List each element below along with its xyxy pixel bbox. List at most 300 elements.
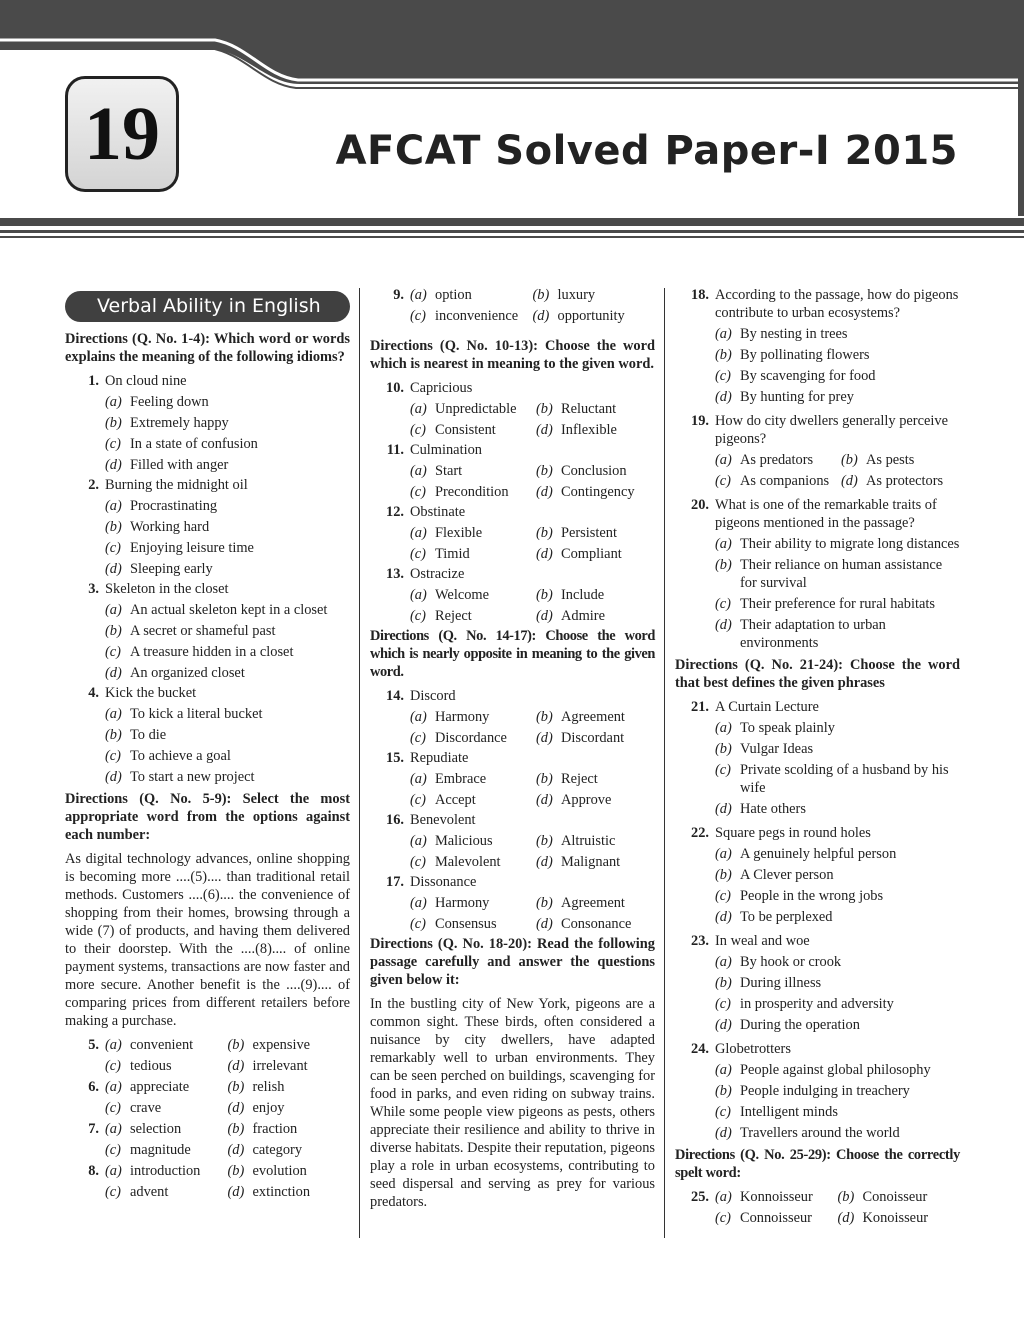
question-9 — [370, 286, 655, 325]
option-text: Filled with anger — [130, 457, 229, 473]
option-letter: (c) — [105, 436, 121, 452]
directions: Directions (Q. No. 10-13): Choose the word which is nearest in meaning to the given word. — [370, 338, 655, 372]
directions: Directions (Q. No. 5-9): Select the most appropriate word from the options against each number: — [65, 791, 350, 843]
option-letter: (a) — [105, 1037, 122, 1053]
option-letter: (d) — [841, 473, 858, 489]
option-letter: (a) — [410, 287, 427, 303]
option-text: category — [252, 1142, 303, 1158]
option-letter: (d) — [227, 1058, 245, 1074]
option-letter: (c) — [410, 792, 426, 808]
option-text: Vulgar Ideas — [740, 741, 814, 757]
option-letter: (b) — [715, 975, 732, 991]
option-letter: (c) — [715, 1104, 731, 1120]
option-text: Timid — [435, 546, 470, 562]
option-letter: (a) — [105, 1079, 122, 1095]
question-number: 7. — [88, 1121, 99, 1137]
question-number: 14. — [386, 688, 404, 704]
question-20 — [675, 496, 960, 652]
chapter-number-badge: 19 — [65, 76, 179, 192]
passage: As digital technology advances, online shopping is becoming more ....(5).... than traditional retail methods. Customers ....(6).... the convenience of shopping from their homes, browsing through a wide (7) of products, and having them delivered to their doorstep. With the ....(8).... of online payment systems, transactions are now faster and more secure. Another benefit is the ....(9).... of comparing prices from different retailers before making a purchase. — [65, 851, 350, 1029]
question-19 — [675, 412, 960, 490]
option-letter: (b) — [536, 587, 553, 603]
option-letter: (d) — [715, 617, 732, 633]
option-text: To kick a literal bucket — [130, 706, 263, 722]
question-number: 24. — [691, 1041, 709, 1057]
option-text: Consistent — [435, 422, 496, 438]
option-letter: (c) — [410, 484, 426, 500]
option-letter: (a) — [105, 602, 122, 618]
question-number: 6. — [88, 1079, 99, 1095]
option-text: Approve — [561, 792, 612, 808]
option-text: A secret or shameful past — [130, 623, 276, 639]
option-text: By hunting for prey — [740, 389, 854, 405]
option-letter: (a) — [410, 525, 427, 541]
option-letter: (b) — [715, 347, 732, 363]
option-text: Admire — [561, 608, 605, 624]
option-text: Procrastinating — [130, 498, 218, 514]
section-heading: Verbal Ability in English — [65, 291, 350, 322]
option-text: As predators — [740, 452, 814, 468]
option-letter: (b) — [715, 557, 732, 573]
option-letter: (a) — [105, 706, 122, 722]
column-divider — [359, 288, 360, 1238]
option-text: expensive — [252, 1037, 311, 1053]
option-text: To be perplexed — [740, 909, 833, 925]
question-text: Repudiate — [410, 750, 469, 766]
option-text: Precondition — [435, 484, 509, 500]
option-letter: (a) — [715, 1062, 732, 1078]
option-text: Agreement — [561, 895, 625, 911]
option-letter: (d) — [536, 422, 553, 438]
option-letter: (a) — [715, 720, 732, 736]
question-number: 10. — [386, 380, 404, 396]
question-number: 25. — [691, 1189, 709, 1205]
option-letter: (c) — [715, 888, 731, 904]
question-number: 16. — [386, 812, 404, 828]
option-text: An organized closet — [130, 665, 245, 681]
option-letter: (b) — [715, 741, 732, 757]
question-18 — [675, 286, 960, 406]
option-text: convenient — [130, 1037, 194, 1053]
question-number: 5. — [88, 1037, 99, 1053]
option-letter: (d) — [105, 457, 122, 473]
option-c — [99, 539, 350, 557]
question-number: 17. — [386, 874, 404, 890]
option-text: irrelevant — [252, 1058, 308, 1074]
question-1 — [65, 372, 350, 474]
option-letter: (d) — [536, 484, 553, 500]
option-letter: (c) — [715, 368, 731, 384]
option-text: luxury — [557, 287, 596, 303]
option-letter: (c) — [410, 422, 426, 438]
directions: Directions (Q. No. 18-20): Read the following passage carefully and answer the questions given below it: — [370, 936, 655, 988]
question-text: Ostracize — [410, 566, 465, 582]
option-text: Konoisseur — [862, 1210, 929, 1226]
option-letter: (d) — [536, 730, 553, 746]
question-10 — [370, 379, 655, 439]
question-text: Benevolent — [410, 812, 476, 828]
option-letter: (c) — [410, 730, 426, 746]
option-text: Accept — [435, 792, 476, 808]
option-letter: (c) — [410, 916, 426, 932]
option-text: extinction — [252, 1184, 311, 1200]
question-text: How do city dwellers generally perceive pigeons? — [715, 413, 948, 447]
question-text: Skeleton in the closet — [105, 581, 229, 597]
question-text: Kick the bucket — [105, 685, 197, 701]
option-text: To speak plainly — [740, 720, 835, 736]
question-21 — [675, 698, 960, 818]
question-text: Obstinate — [410, 504, 466, 520]
option-letter: (a) — [410, 895, 427, 911]
option-text: Conclusion — [561, 463, 627, 479]
option-letter: (d) — [105, 665, 122, 681]
question-23 — [675, 932, 960, 1034]
option-text: relish — [252, 1079, 285, 1095]
option-text: During the operation — [740, 1017, 860, 1033]
question-number: 21. — [691, 699, 709, 715]
option-letter: (b) — [105, 623, 122, 639]
option-letter: (c) — [715, 1210, 731, 1226]
option-text: advent — [130, 1184, 169, 1200]
option-text: By hook or crook — [740, 954, 842, 970]
option-text: A treasure hidden in a closet — [130, 644, 294, 660]
option-text: Reject — [435, 608, 472, 624]
option-text: Contingency — [561, 484, 635, 500]
option-letter: (c) — [105, 540, 121, 556]
question-text: Burning the midnight oil — [105, 477, 248, 493]
option-letter: (a) — [105, 394, 122, 410]
question-12 — [370, 503, 655, 563]
option-text: In a state of confusion — [130, 436, 258, 452]
question-25 — [675, 1188, 960, 1227]
option-text: By pollinating flowers — [740, 347, 870, 363]
option-text: By nesting in trees — [740, 326, 848, 342]
option-text: Compliant — [561, 546, 622, 562]
option-letter: (b) — [536, 709, 553, 725]
option-letter: (d) — [536, 854, 553, 870]
option-text: To achieve a goal — [130, 748, 231, 764]
option-letter: (a) — [715, 452, 732, 468]
option-letter: (b) — [532, 287, 550, 303]
option-letter: (c) — [410, 546, 426, 562]
option-letter: (b) — [227, 1037, 245, 1053]
option-text: Altruistic — [561, 833, 616, 849]
question-text: On cloud nine — [105, 373, 187, 389]
option-text: Konnoisseur — [740, 1189, 813, 1205]
question-number: 18. — [691, 287, 709, 303]
option-letter: (a) — [105, 1121, 122, 1137]
option-text: Malevolent — [435, 854, 501, 870]
option-text: Embrace — [435, 771, 487, 787]
question-number: 12. — [386, 504, 404, 520]
option-letter: (d) — [105, 561, 122, 577]
question-number: 3. — [88, 581, 99, 597]
option-letter: (a) — [410, 587, 427, 603]
column-divider — [664, 288, 665, 1238]
option-letter: (c) — [105, 1100, 121, 1116]
option-letter: (b) — [227, 1079, 245, 1095]
option-text: Harmony — [435, 895, 490, 911]
option-text: Discordant — [561, 730, 625, 746]
option-letter: (c) — [715, 996, 731, 1012]
option-letter: (d) — [715, 801, 732, 817]
question-number: 22. — [691, 825, 709, 841]
option-text: Conoisseur — [862, 1189, 928, 1205]
directions: Directions (Q. No. 25-29): Choose the correctly spelt word: — [675, 1147, 960, 1181]
option-letter: (b) — [105, 415, 122, 431]
option-text: By scavenging for food — [740, 368, 876, 384]
option-letter: (a) — [715, 326, 732, 342]
option-letter: (d) — [536, 546, 553, 562]
option-letter: (d) — [532, 308, 550, 324]
option-d — [99, 456, 350, 474]
option-a — [99, 601, 350, 619]
option-text: introduction — [130, 1163, 201, 1179]
option-text: in prosperity and adversity — [740, 996, 894, 1012]
option-text: Malignant — [561, 854, 621, 870]
option-letter: (b) — [536, 771, 553, 787]
question-24 — [675, 1040, 960, 1142]
question-number: 4. — [88, 685, 99, 701]
question-text: What is one of the remarkable traits of pigeons mentioned in the passage? — [715, 497, 937, 531]
question-7 — [65, 1120, 350, 1159]
option-text: inconvenience — [435, 308, 519, 324]
column-2 — [370, 286, 655, 1217]
option-letter: (b) — [227, 1163, 245, 1179]
option-text: A genuinely helpful person — [740, 846, 897, 862]
question-text: Globetrotters — [715, 1041, 791, 1057]
page-title: AFCAT Solved Paper-I 2015 — [335, 128, 958, 174]
question-3 — [65, 580, 350, 682]
question-text: Dissonance — [410, 874, 477, 890]
question-number: 1. — [88, 373, 99, 389]
option-letter: (d) — [715, 1017, 732, 1033]
option-text: magnitude — [130, 1142, 191, 1158]
option-letter: (a) — [715, 954, 732, 970]
option-letter: (a) — [105, 498, 122, 514]
option-letter: (c) — [410, 308, 426, 324]
option-letter: (d) — [227, 1184, 245, 1200]
directions: Directions (Q. No. 14-17): Choose the word which is nearly opposite in meaning to the given word. — [370, 628, 655, 680]
question-5 — [65, 1036, 350, 1075]
option-letter: (c) — [105, 748, 121, 764]
option-text: A Clever person — [740, 867, 834, 883]
question-15 — [370, 749, 655, 809]
option-text: Sleeping early — [130, 561, 213, 577]
option-letter: (d) — [227, 1142, 245, 1158]
option-letter: (d) — [715, 1125, 732, 1141]
option-text: crave — [130, 1100, 162, 1116]
option-text: As protectors — [866, 473, 944, 489]
option-text: Harmony — [435, 709, 490, 725]
option-text: Their preference for rural habitats — [740, 596, 935, 612]
option-b — [99, 518, 350, 536]
option-text: Their reliance on human assistance for survival — [740, 557, 943, 591]
option-text: People in the wrong jobs — [740, 888, 884, 904]
option-b — [99, 726, 350, 744]
option-text: Agreement — [561, 709, 625, 725]
question-number: 2. — [88, 477, 99, 493]
question-16 — [370, 811, 655, 871]
option-text: Travellers around the world — [740, 1125, 900, 1141]
option-text: Discordance — [435, 730, 507, 746]
option-text: evolution — [252, 1163, 307, 1179]
option-a — [99, 393, 350, 411]
option-letter: (d) — [536, 608, 553, 624]
option-text: To start a new project — [130, 769, 255, 785]
option-text: Start — [435, 463, 463, 479]
question-text: Discord — [410, 688, 456, 704]
column-1 — [65, 286, 350, 1201]
option-d — [99, 768, 350, 786]
option-letter: (a) — [410, 833, 427, 849]
option-text: Their adaptation to urban environments — [740, 617, 886, 651]
option-letter: (a) — [410, 463, 427, 479]
option-letter: (d) — [715, 389, 732, 405]
option-letter: (d) — [105, 769, 122, 785]
option-text: People indulging in treachery — [740, 1083, 910, 1099]
option-letter: (b) — [837, 1189, 855, 1205]
option-d — [99, 560, 350, 578]
option-text: Flexible — [435, 525, 483, 541]
option-text: Enjoying leisure time — [130, 540, 254, 556]
option-letter: (c) — [105, 644, 121, 660]
option-text: Reject — [561, 771, 598, 787]
question-2 — [65, 476, 350, 578]
option-letter: (c) — [105, 1058, 121, 1074]
option-text: Connoisseur — [740, 1210, 812, 1226]
option-text: enjoy — [252, 1100, 285, 1116]
option-letter: (b) — [715, 1083, 732, 1099]
option-text: Intelligent minds — [740, 1104, 838, 1120]
option-letter: (c) — [410, 608, 426, 624]
option-letter: (b) — [536, 525, 553, 541]
option-text: opportunity — [557, 308, 625, 324]
question-text: Capricious — [410, 380, 473, 396]
option-letter: (b) — [715, 867, 732, 883]
column-3 — [675, 286, 960, 1227]
option-text: Hate others — [740, 801, 806, 817]
option-text: Unpredictable — [435, 401, 517, 417]
option-a — [99, 705, 350, 723]
option-letter: (c) — [715, 762, 731, 778]
option-text: Their ability to migrate long distances — [740, 536, 960, 552]
option-letter: (b) — [536, 833, 553, 849]
question-17 — [370, 873, 655, 933]
option-letter: (c) — [410, 854, 426, 870]
option-c — [99, 643, 350, 661]
option-letter: (b) — [536, 463, 553, 479]
option-letter: (a) — [715, 536, 732, 552]
question-number: 11. — [386, 442, 404, 458]
question-number: 23. — [691, 933, 709, 949]
question-number: 9. — [393, 287, 404, 303]
question-text: Culmination — [410, 442, 482, 458]
question-6 — [65, 1078, 350, 1117]
option-text: Working hard — [130, 519, 210, 535]
option-letter: (b) — [105, 727, 122, 743]
option-b — [99, 622, 350, 640]
option-d — [99, 664, 350, 682]
option-letter: (d) — [536, 916, 553, 932]
question-14 — [370, 687, 655, 747]
option-letter: (a) — [715, 846, 732, 862]
option-text: Inflexible — [561, 422, 617, 438]
option-text: As pests — [866, 452, 915, 468]
option-letter: (d) — [715, 909, 732, 925]
option-text: Persistent — [561, 525, 617, 541]
option-text: tedious — [130, 1058, 172, 1074]
option-letter: (d) — [837, 1210, 855, 1226]
option-letter: (a) — [715, 1189, 732, 1205]
question-number: 15. — [386, 750, 404, 766]
question-text: A Curtain Lecture — [715, 699, 819, 715]
question-11 — [370, 441, 655, 501]
option-c — [99, 435, 350, 453]
option-text: During illness — [740, 975, 822, 991]
option-letter: (a) — [410, 771, 427, 787]
option-letter: (b) — [105, 519, 122, 535]
option-letter: (d) — [536, 792, 553, 808]
option-text: As companions — [740, 473, 830, 489]
option-text: Private scolding of a husband by his wife — [740, 762, 949, 796]
option-c — [99, 747, 350, 765]
option-letter: (a) — [410, 401, 427, 417]
question-number: 19. — [691, 413, 709, 429]
option-a — [99, 497, 350, 515]
question-text: Square pegs in round holes — [715, 825, 871, 841]
option-text: selection — [130, 1121, 182, 1137]
question-22 — [675, 824, 960, 926]
question-13 — [370, 565, 655, 625]
question-8 — [65, 1162, 350, 1201]
option-letter: (b) — [536, 895, 553, 911]
question-number: 20. — [691, 497, 709, 513]
option-text: Consonance — [561, 916, 632, 932]
option-letter: (c) — [105, 1184, 121, 1200]
option-letter: (c) — [715, 596, 731, 612]
option-letter: (d) — [227, 1100, 245, 1116]
option-text: Consensus — [435, 916, 497, 932]
directions: Directions (Q. No. 1-4): Which word or words explains the meaning of the following idioms? — [65, 331, 350, 365]
option-b — [99, 414, 350, 432]
option-text: Reluctant — [561, 401, 617, 417]
option-letter: (a) — [410, 709, 427, 725]
option-letter: (b) — [841, 452, 858, 468]
option-letter: (b) — [536, 401, 553, 417]
option-text: appreciate — [130, 1079, 190, 1095]
question-number: 13. — [386, 566, 404, 582]
question-number: 8. — [88, 1163, 99, 1179]
question-text: According to the passage, how do pigeons contribute to urban ecosystems? — [715, 287, 959, 321]
question-4 — [65, 684, 350, 786]
directions: Directions (Q. No. 21-24): Choose the word that best defines the given phrases — [675, 657, 960, 691]
option-letter: (a) — [105, 1163, 122, 1179]
option-text: People against global philosophy — [740, 1062, 931, 1078]
option-text: To die — [130, 727, 167, 743]
option-text: Malicious — [435, 833, 493, 849]
option-letter: (c) — [105, 1142, 121, 1158]
option-text: Welcome — [435, 587, 489, 603]
option-text: Include — [561, 587, 605, 603]
option-text: An actual skeleton kept in a closet — [130, 602, 328, 618]
option-text: fraction — [252, 1121, 298, 1137]
option-letter: (b) — [227, 1121, 245, 1137]
option-text: Extremely happy — [130, 415, 229, 431]
option-text: Feeling down — [130, 394, 209, 410]
passage: In the bustling city of New York, pigeons are a common sight. These birds, often considered a nuisance by city dwellers, have adapted remarkably well to urban environments. They can be seen perched on buildings, scavenging for food in parks, and even riding on subway trains. While some people view pigeons as pests, others appreciate their resilience and ability to thrive in diverse habitats. Despite their reputation, pigeons play a role in urban ecosystems, contributing to seed dispersal and serving as prey for various predators. — [370, 996, 655, 1210]
option-text: option — [435, 287, 472, 303]
